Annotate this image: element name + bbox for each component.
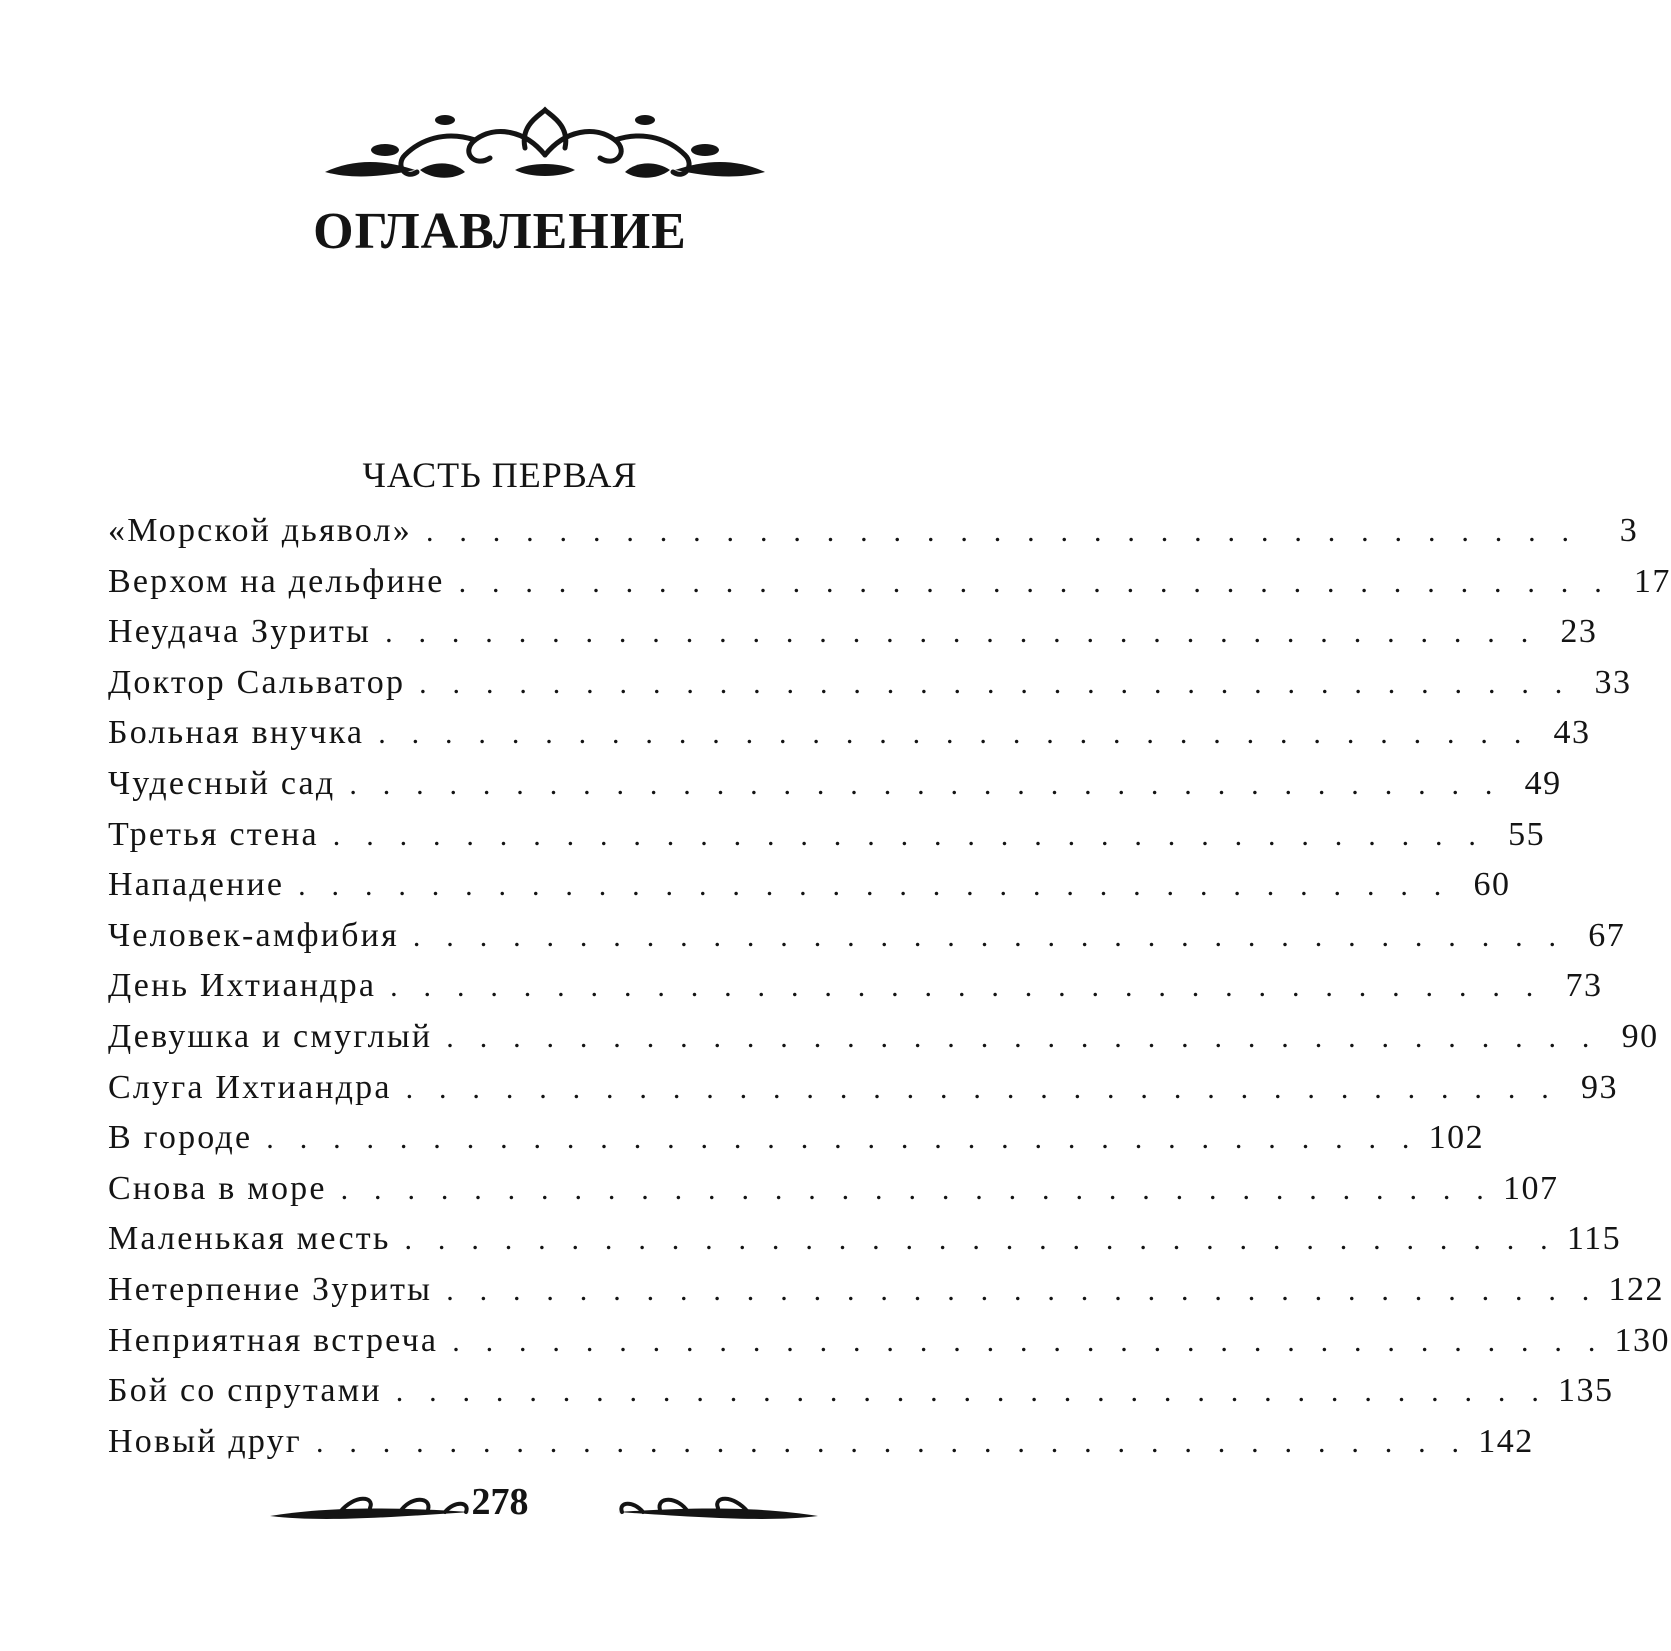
dot-leader: . . . . . . . . . . . . . . . . . . . . . . . . . . . . . . . . . . . <box>378 717 1531 751</box>
dot-leader: . . . . . . . . . . . . . . . . . . . . . . . . . . . . . . . . . . . <box>349 767 1502 801</box>
toc-entry-title: Доктор Сальватор <box>108 663 406 701</box>
toc-entry-page: 122 <box>1608 1270 1665 1308</box>
toc-entry-page: 17 <box>1633 562 1671 600</box>
toc-entry <box>108 562 1671 614</box>
dot-leader: . . . . . . . . . . . . . . . . . . . . . . . . . . . . . . . . . . . <box>458 565 1611 599</box>
toc-entry-page: 102 <box>1428 1119 1485 1157</box>
toc-entry-title: Неудача Зуриты <box>108 613 372 651</box>
toc-entry-page: 130 <box>1614 1321 1671 1359</box>
toc-entry-title: Снова в море <box>108 1169 327 1207</box>
toc-entry-page: 49 <box>1524 764 1562 802</box>
toc-entry-page: 90 <box>1621 1017 1659 1055</box>
toc-entry <box>108 1068 1618 1120</box>
toc-entry-title: Больная внучка <box>108 714 365 752</box>
toc-entry-page: 135 <box>1558 1372 1614 1410</box>
toc-entry <box>108 764 1562 816</box>
toc-entry <box>108 663 1632 715</box>
dot-leader: . . . . . . . . . . . . . . . . . . . . . . . . . . . . . . . . . . . <box>446 1273 1599 1307</box>
toc-entry-page: 55 <box>1508 815 1546 853</box>
toc-entry <box>108 916 1626 968</box>
toc-entry <box>108 512 1639 563</box>
dot-leader: . . . . . . . . . . . . . . . . . . . . . . . . . . . . . . . . . . . <box>405 1071 1558 1105</box>
toc-entry-title: Новый друг <box>108 1422 302 1460</box>
toc-entry <box>108 1422 1534 1474</box>
toc-entry-title: «Морской дьявол» <box>108 512 412 549</box>
toc-entry-page: 93 <box>1580 1068 1618 1106</box>
page-number: 278 <box>471 1481 529 1523</box>
part-heading: ЧАСТЬ ПЕРВАЯ <box>362 455 638 495</box>
toc-entry-title: Нетерпение Зуриты <box>108 1270 433 1308</box>
toc-entry-page: 115 <box>1566 1220 1622 1258</box>
toc-entry-title: Чудесный сад <box>108 764 336 802</box>
toc-entry-page: 23 <box>1560 613 1598 651</box>
toc-entry-title: Слуга Ихтиандра <box>108 1068 392 1106</box>
toc-entry-title: Третья стена <box>108 815 319 853</box>
toc-entry <box>108 866 1511 917</box>
toc-entry <box>108 967 1603 1018</box>
dot-leader: . . . . . . . . . . . . . . . . . . . . . . . . . . . . . . . . . . . <box>419 666 1572 700</box>
toc-entry-page: 73 <box>1565 967 1603 1005</box>
dot-leader: . . . . . . . . . . . . . . . . . . . . . . . . . . . . . . . . . . . <box>298 869 1451 903</box>
dot-leader: . . . . . . . . . . . . . . . . . . . . . . . . . . . . . . . . . . . <box>412 919 1566 953</box>
toc-entry-page: 67 <box>1588 916 1626 954</box>
dot-leader: . . . . . . . . . . . . . . . . . . . . . . . . . . . . . . . . . . . <box>446 1020 1599 1054</box>
table-of-contents <box>108 512 1671 1473</box>
dot-leader: . . . . . . . . . . . . . . . . . . . . . . . . . . . . . . . . . . . <box>390 970 1543 1004</box>
dot-leader: . . . . . . . . . . . . . . . . . . . . . . . . . . . . . . . . . . . <box>266 1122 1419 1156</box>
toc-entry <box>108 1270 1665 1322</box>
dot-leader: . . . . . . . . . . . . . . . . . . . . . . . . . . . . . . . . . . . <box>452 1324 1605 1358</box>
dot-leader: . . . . . . . . . . . . . . . . . . . . . . . . . . . . . . . . . . . <box>404 1223 1557 1257</box>
toc-entry-title: Верхом на дельфине <box>108 562 445 600</box>
toc-entry-page: 43 <box>1553 714 1591 752</box>
toc-entry <box>108 1372 1614 1423</box>
toc-entry-title: Человек-амфибия <box>108 916 399 954</box>
toc-entry-title: Нападение <box>108 866 285 904</box>
dot-leader: . . . . . . . . . . . . . . . . . . . . . . . . . . . . . . . . . . . <box>315 1425 1469 1459</box>
page-title: ОГЛАВЛЕНИЕ <box>313 203 687 260</box>
toc-entry-page: 3 <box>1619 512 1639 549</box>
toc-entry-page: 60 <box>1473 866 1511 904</box>
toc-entry-page: 107 <box>1502 1169 1559 1207</box>
toc-entry <box>108 1220 1622 1271</box>
dot-leader: . . . . . . . . . . . . . . . . . . . . . . . . . . . . . . . . . . . <box>395 1375 1549 1409</box>
toc-entry <box>108 1119 1485 1170</box>
toc-entry-title: Неприятная встреча <box>108 1321 439 1359</box>
toc-entry <box>108 1169 1559 1221</box>
toc-entry-title: Девушка и смуглый <box>108 1017 433 1055</box>
toc-entry-page: 33 <box>1594 663 1632 701</box>
toc-entry-page: 142 <box>1478 1422 1534 1460</box>
toc-entry-title: Бой со спрутами <box>108 1372 382 1410</box>
dot-leader: . . . . . . . . . . . . . . . . . . . . . . . . . . . . . . . . . . . <box>340 1172 1493 1206</box>
toc-entry <box>108 1321 1671 1373</box>
dot-leader: . . . . . . . . . . . . . . . . . . . . . . . . . . . . . . . . . . . <box>425 515 1579 548</box>
toc-entry <box>108 613 1598 664</box>
toc-entry <box>108 815 1546 867</box>
toc-entry <box>108 714 1591 765</box>
dot-leader: . . . . . . . . . . . . . . . . . . . . . . . . . . . . . . . . . . . <box>332 818 1486 852</box>
dot-leader: . . . . . . . . . . . . . . . . . . . . . . . . . . . . . . . . . . . <box>385 616 1538 650</box>
toc-entry <box>108 1017 1659 1069</box>
toc-entry-title: День Ихтиандра <box>108 967 377 1005</box>
toc-entry-title: Маленькая месть <box>108 1220 391 1258</box>
top-ornament <box>325 100 765 200</box>
toc-entry-title: В городе <box>108 1119 253 1157</box>
